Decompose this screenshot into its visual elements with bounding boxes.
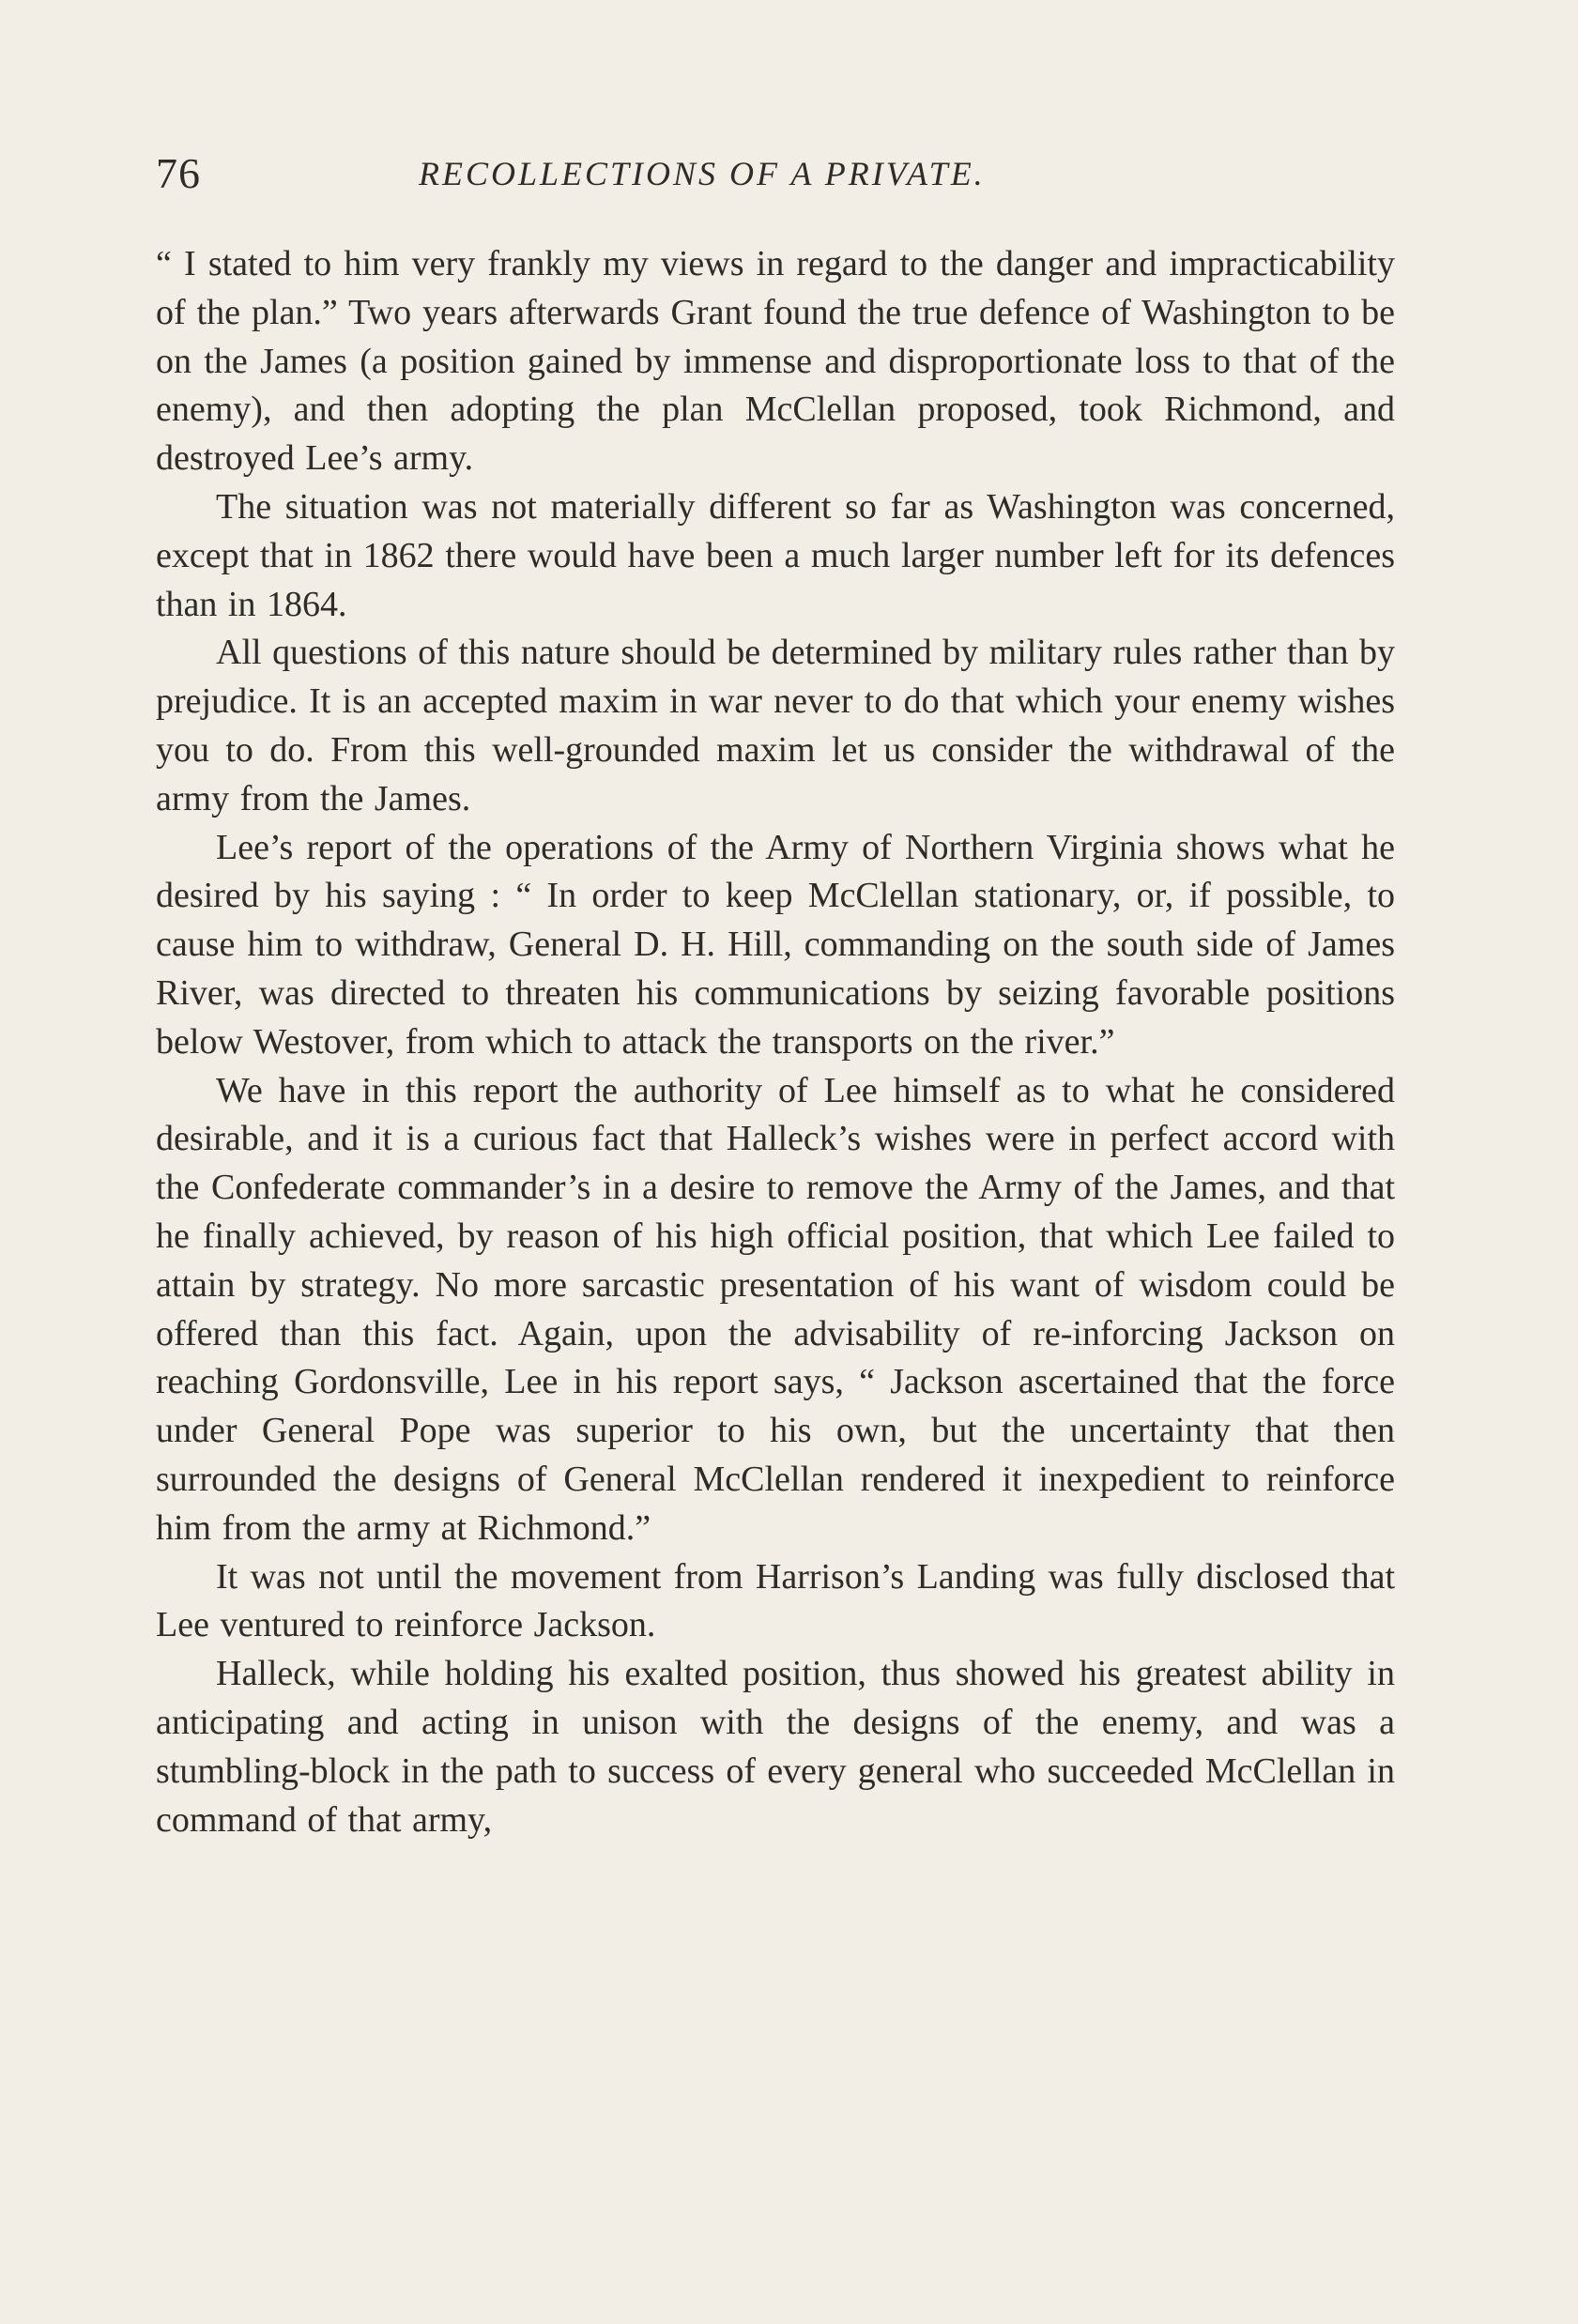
paragraph-quote-continuation: “ I stated to him very frankly my views in regard to the danger and impracticability of the plan.” Two years afterwards Grant found the true defence of Washington to be on the James (a position gained by immense and disproportionate loss to that of the enemy), and then adopting the plan McClellan proposed, took Richmond, and destroyed Lee’s army. [156,244,1395,479]
paragraph: It was not until the movement from Harrison’s Landing was fully disclosed that Lee ventured to reinforce Jackson. [156,1556,1395,1645]
page-header [156,148,1397,214]
page-number: 76 [156,149,201,197]
paragraph: The situation was not materially different so far as Washington was concerned, except that in 1862 there would have been a much larger number left for its defences than in 1864. [156,486,1395,624]
running-title: RECOLLECTIONS OF A PRIVATE. [419,155,986,192]
body-text [156,240,1395,1844]
paragraph: All questions of this nature should be determined by military rules rather than by prejudice. It is an accepted maxim in war never to do that which your enemy wishes you to do. From this well-grounded maxim let us consider the withdrawal of the army from the James. [156,633,1395,818]
paragraph: We have in this report the authority of Lee himself as to what he considered desirable, and it is a curious fact that Halleck’s wishes were in perfect accord with the Confederate commander’s in a desire to remove the Army of the James, and that he finally achieved, by reason of his high official position, that which Lee failed to attain by strategy. No more sarcastic presentation of his want of wisdom could be offered than this fact. Again, upon the advisability of re-inforcing Jackson on reaching Gordonsville, Lee in his report says, “ Jackson ascertained that the force under General Pope was superior to his own, but the uncertainty that then surrounded the designs of General McClellan rendered it inexpedient to reinforce him from the army at Richmond.” [156,1070,1395,1548]
paragraph: Halleck, while holding his exalted position, thus showed his greatest ability in anticipating and acting in unison with the designs of the enemy, and was a stumbling-block in the path to success of every general who succeeded McClellan in command of that army, [156,1654,1395,1840]
paragraph: Lee’s report of the operations of the Army of Northern Virginia shows what he desired by his saying : “ In order to keep McClellan stationary, or, if possible, to cause him to withdraw, General D. H. Hill, commanding on the south side of James River, was directed to threaten his communications by seizing favorable positions below Westover, from which to attack the transports on the river.” [156,827,1395,1062]
